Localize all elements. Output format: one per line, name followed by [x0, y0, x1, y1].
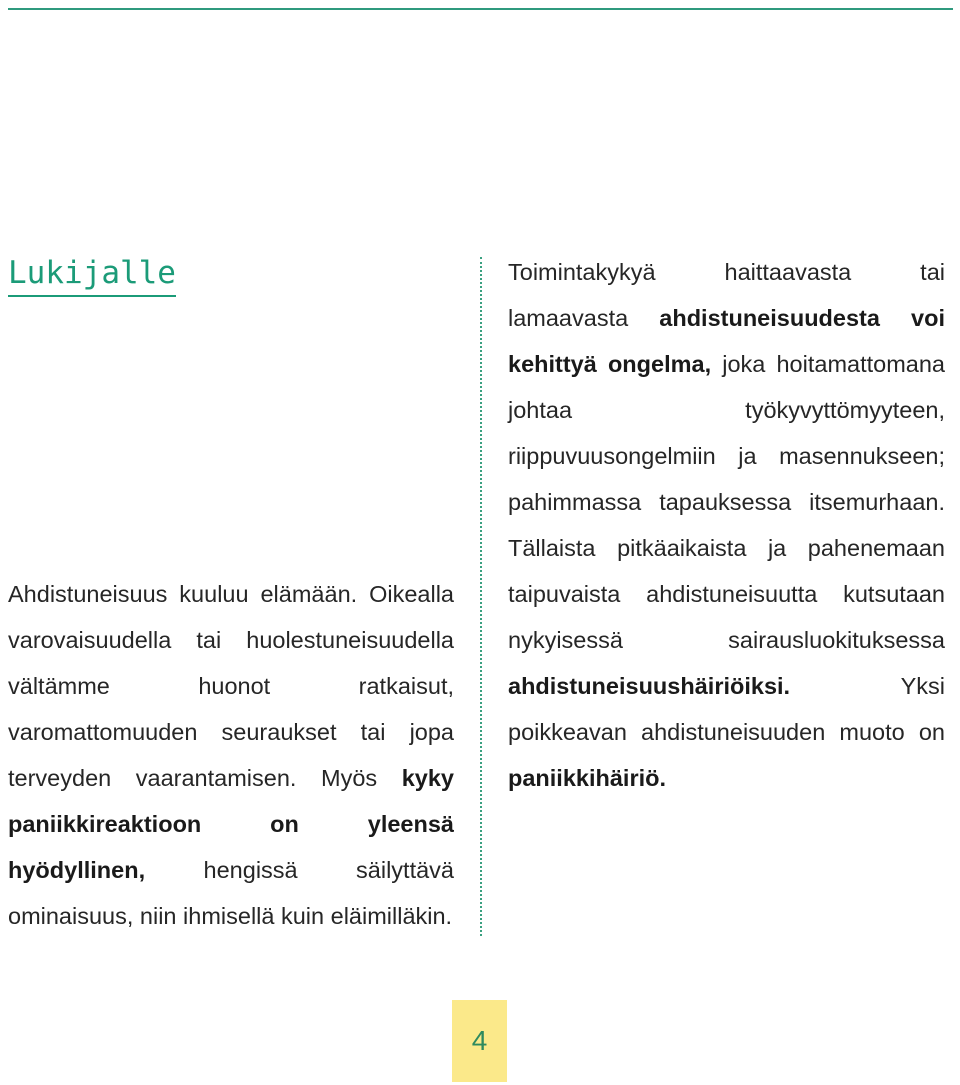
top-rule [8, 8, 953, 10]
page-number: 4 [452, 1000, 507, 1082]
right-text-2: joka hoitamattomana johtaa työkyvyttömyyteen, riippuvuusongelmiin ja masennukseen; pahimmassa tapauksessa itsemurhaan. Tällaista pitkäaikaista ja pahenemaan taipuvaista ahdistuneisuutta kutsutaan nykyisessä sairausluokituksessa [508, 351, 946, 653]
right-bold-3: paniikkihäiriö. [508, 765, 667, 791]
column-divider [480, 257, 482, 936]
left-text-2: hengissä säilyttävä ominaisuus, niin ihmisellä kuin eläimilläkin. [8, 857, 454, 929]
right-text-1: Toimintakykyä haittaavasta tai lamaavasta [508, 259, 945, 331]
left-text-1: Ahdistuneisuus kuuluu elämään. Oikealla varovaisuudella tai huolestuneisuudella vältämme huonot ratkaisut, varomattomuuden seuraukset tai jopa terveyden vaarantamisen. Myös [8, 581, 454, 791]
right-text-3: Yksi poikkeavan ahdistuneisuuden muoto on [508, 673, 945, 745]
left-bold-1: kyky paniikkireaktioon on yleensä hyödyllinen, [8, 765, 454, 883]
right-column-text [508, 249, 945, 801]
page-title: Lukijalle [8, 253, 176, 297]
right-bold-1: ahdistuneisuudesta voi kehittyä ongelma, [508, 305, 945, 377]
left-column-text [8, 571, 454, 939]
right-bold-2: ahdistuneisuushäiriöiksi. [508, 673, 791, 699]
